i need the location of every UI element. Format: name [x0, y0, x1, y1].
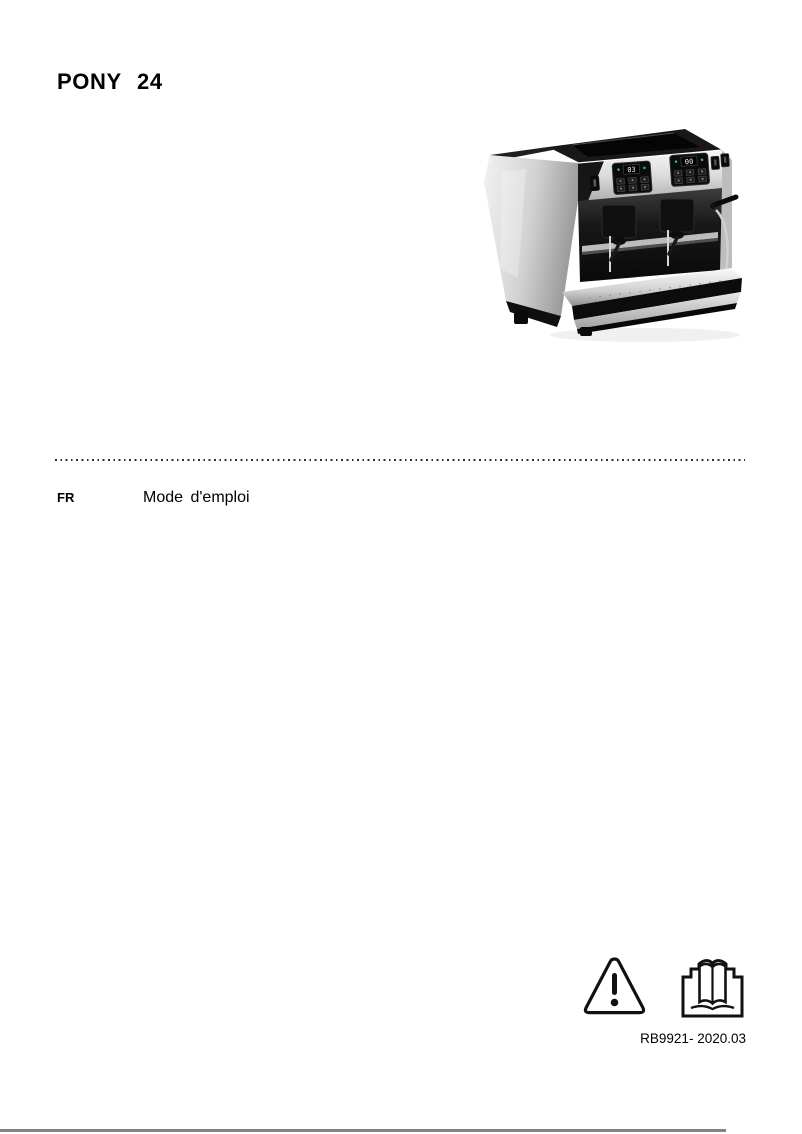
machine-foot	[514, 310, 528, 324]
control-panel-left	[612, 161, 652, 195]
machine-foot	[580, 327, 592, 336]
power-switch-slit	[593, 179, 596, 186]
language-code: FR	[57, 490, 75, 505]
dose-display-right: 00	[684, 157, 694, 167]
page-title: PONY 24	[57, 69, 163, 94]
read-manual-icon	[678, 955, 747, 1021]
espresso-machine-illustration	[460, 120, 760, 350]
switch-slit	[714, 159, 717, 165]
warning-triangle-icon	[581, 954, 648, 1022]
dotted-divider	[55, 459, 745, 461]
manual-type-label: Mode d'emploi	[143, 489, 250, 506]
switch-slit	[724, 157, 727, 163]
product-image-espresso-machine	[460, 120, 760, 350]
exclamation-bar	[612, 973, 617, 995]
bottom-edge-bar	[0, 1129, 726, 1132]
control-panel-right	[670, 153, 710, 187]
document-reference: RB9921- 2020.03	[640, 1031, 746, 1046]
dose-display-left: 03	[627, 165, 637, 175]
exclamation-dot	[611, 999, 619, 1007]
